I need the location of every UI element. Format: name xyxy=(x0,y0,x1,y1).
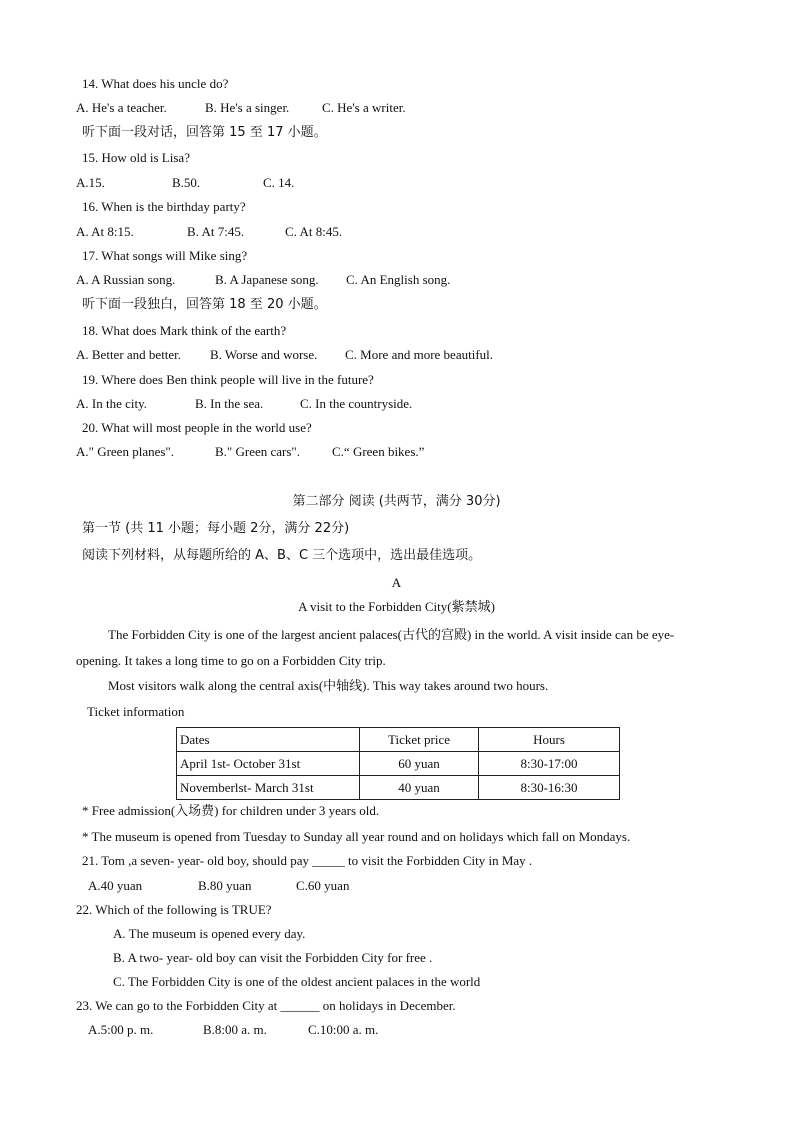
paragraph-1-line-2: opening. It takes a long time to go on a Forbidden City trip. xyxy=(76,653,386,668)
part-two-title: 第二部分 阅读 (共两节，满分 30分) xyxy=(292,494,501,509)
cell-hours: 8:30-17:00 xyxy=(479,752,620,776)
instruction-18-20: 听下面一段独白，回答第 18 至 20 小题。 xyxy=(82,297,327,312)
paragraph-1-line-1: The Forbidden City is one of the largest ancient palaces(古代的宫殿) in the world. A visit inside can be eye- xyxy=(108,627,675,642)
table-row xyxy=(177,752,620,776)
question-14: 14. What does his uncle do? xyxy=(82,76,229,91)
cell-price: 60 yuan xyxy=(360,752,479,776)
cell-dates: April 1st- October 31st xyxy=(177,752,360,776)
q23-option-b: B.8:00 a. m. xyxy=(203,1022,267,1037)
cell-dates: Novemberlst- March 31st xyxy=(177,776,360,800)
question-16: 16. When is the birthday party? xyxy=(82,199,246,214)
q20-option-a: A." Green planes". xyxy=(76,444,174,459)
q21-option-a: A.40 yuan xyxy=(88,878,143,893)
section-one-title: 第一节 (共 11 小题；每小题 2分，满分 22分) xyxy=(82,521,350,536)
q20-option-b: B." Green cars". xyxy=(215,444,300,459)
question-23: 23. We can go to the Forbidden City at ______ on holidays in December. xyxy=(76,998,456,1013)
table-header-row xyxy=(177,728,620,752)
question-17: 17. What songs will Mike sing? xyxy=(82,248,248,263)
paragraph-2: Most visitors walk along the central axis(中轴线). This way takes around two hours. xyxy=(108,678,549,693)
header-dates: Dates xyxy=(177,728,360,752)
header-ticket-price: Ticket price xyxy=(360,728,479,752)
question-19: 19. Where does Ben think people will live in the future? xyxy=(82,372,374,387)
q14-option-b: B. He's a singer. xyxy=(205,100,290,115)
q15-option-a: A.15. xyxy=(76,175,105,190)
question-22: 22. Which of the following is TRUE? xyxy=(76,902,272,917)
question-20: 20. What will most people in the world use? xyxy=(82,420,312,435)
q22-option-c: C. The Forbidden City is one of the oldest ancient palaces in the world xyxy=(113,974,481,989)
q14-option-a: A. He's a teacher. xyxy=(76,100,167,115)
q23-option-a: A.5:00 p. m. xyxy=(88,1022,154,1037)
q19-option-b: B. In the sea. xyxy=(195,396,264,411)
q18-option-c: C. More and more beautiful. xyxy=(345,347,494,362)
q22-option-b: B. A two- year- old boy can visit the Forbidden City for free . xyxy=(113,950,433,965)
q22-option-a: A. The museum is opened every day. xyxy=(113,926,306,941)
q23-option-c: C.10:00 a. m. xyxy=(308,1022,379,1037)
q16-option-b: B. At 7:45. xyxy=(187,224,245,239)
note-opening-days: * The museum is opened from Tuesday to Sunday all year round and on holidays which fall on Mondays. xyxy=(82,829,631,844)
q15-option-c: C. 14. xyxy=(263,175,295,190)
q16-option-a: A. At 8:15. xyxy=(76,224,134,239)
question-21: 21. Tom ,a seven- year- old boy, should pay _____ to visit the Forbidden City in May . xyxy=(82,853,533,868)
note-free-admission: * Free admission(入场费) for children under 3 years old. xyxy=(82,803,380,818)
q17-option-b: B. A Japanese song. xyxy=(215,272,319,287)
q16-option-c: C. At 8:45. xyxy=(285,224,343,239)
q17-option-c: C. An English song. xyxy=(346,272,451,287)
reading-instruction: 阅读下列材料，从每题所给的 A、B、C 三个选项中，选出最佳选项。 xyxy=(82,548,482,563)
cell-hours: 8:30-16:30 xyxy=(479,776,620,800)
q21-option-b: B.80 yuan xyxy=(198,878,252,893)
ticket-table xyxy=(176,727,620,800)
q20-option-c: C.“ Green bikes.” xyxy=(332,444,425,459)
cell-price: 40 yuan xyxy=(360,776,479,800)
q18-option-b: B. Worse and worse. xyxy=(210,347,318,362)
passage-title: A visit to the Forbidden City(紫禁城) xyxy=(298,599,495,614)
q17-option-a: A. A Russian song. xyxy=(76,272,176,287)
header-hours: Hours xyxy=(479,728,620,752)
table-row xyxy=(177,776,620,800)
question-18: 18. What does Mark think of the earth? xyxy=(82,323,287,338)
q19-option-c: C. In the countryside. xyxy=(300,396,413,411)
question-15: 15. How old is Lisa? xyxy=(82,150,190,165)
q18-option-a: A. Better and better. xyxy=(76,347,182,362)
q14-option-c: C. He's a writer. xyxy=(322,100,406,115)
ticket-info-heading: Ticket information xyxy=(87,704,185,719)
q19-option-a: A. In the city. xyxy=(76,396,147,411)
q21-option-c: C.60 yuan xyxy=(296,878,350,893)
passage-letter: A xyxy=(391,575,402,590)
q15-option-b: B.50. xyxy=(172,175,201,190)
instruction-15-17: 听下面一段对话，回答第 15 至 17 小题。 xyxy=(82,125,327,140)
